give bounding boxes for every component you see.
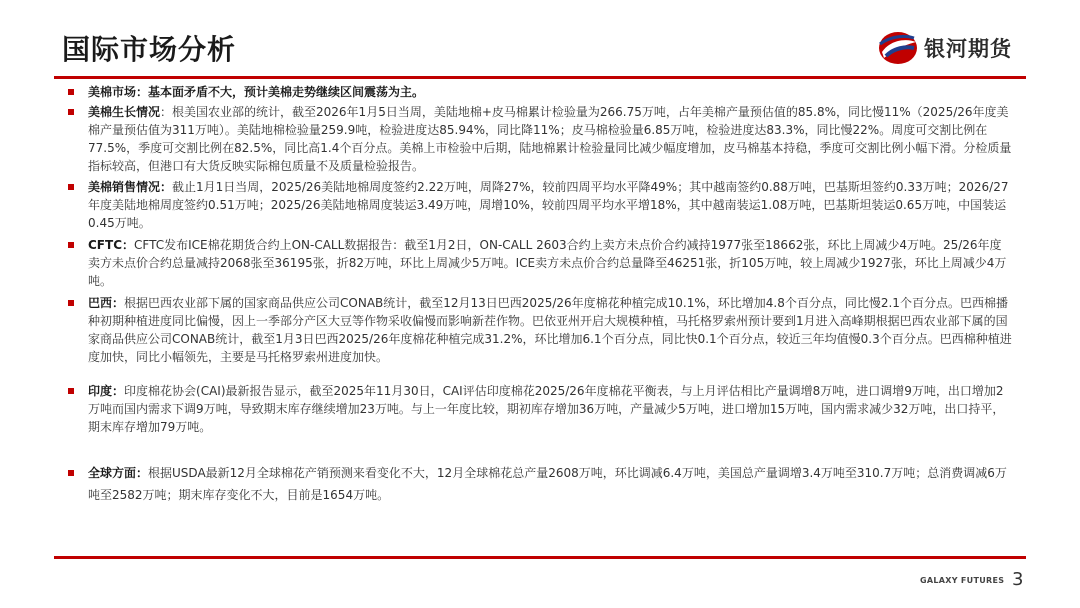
paragraph-us-cotton-sales [62, 178, 1012, 232]
page-title: 国际市场分析 [62, 33, 237, 66]
galaxy-futures-logo-icon [876, 30, 920, 66]
paragraph-india [62, 382, 1012, 436]
bullet-icon [68, 242, 74, 248]
paragraph-lead: 美棉市场： [88, 85, 149, 99]
paragraph-lead: CFTC： [88, 238, 134, 252]
paragraph-lead: 巴西： [88, 296, 125, 310]
bullet-icon [68, 109, 74, 115]
bullet-icon [68, 388, 74, 394]
paragraph-text: ：根美国农业部的统计，截至2026年1月5日当周，美陆地棉+皮马棉累计检验量为266.75万吨，占年美棉产量预估值的85.8%，同比慢11%（2025/26年度美棉产量预估值为311万吨）。美陆地棉检验量259.9吨，检验进度达85.94%，同比降11%；皮马棉检验量6.85万吨，检验进度达83.3%，同比慢22%。周度可交割比例在77.5%，季度可交割比例在82.5%，同比高1.4个百分点。美棉上市检验中后期，陆地棉累计检验量同比减少幅度增加，皮马棉基本持稳，季度可交割比例小幅下滑。分检质量指标较高，但港口有大货反映实际棉包质量不及质量检验报告。 [88, 105, 1012, 173]
footer-divider [54, 556, 1026, 559]
company-logo [876, 28, 1012, 68]
bullet-icon [68, 300, 74, 306]
paragraph-lead: 印度： [88, 384, 125, 398]
paragraph-lead: 美棉销售情况： [88, 180, 173, 194]
content-area [62, 82, 1012, 506]
paragraph-text: 根据巴西农业部下属的国家商品供应公司CONAB统计，截至12月13日巴西2025/26年度棉花种植完成10.1%，环比增加4.8个百分点，同比慢2.1个百分点。巴西棉播种初期种植进度同比偏慢，因上一季部分产区大豆等作物采收偏慢而影响新茬作物。巴依亚州开启大规模种植，马托格罗索州预计要到1月进入高峰期根据巴西农业部下属的国家商品供应公司CONAB统计，截至1月3日巴西2025/26年度棉花种植完成31.2%，环比增加6.1个百分点，同比快0.1个百分点，较近三年均值慢0.3个百分点。巴西棉种植进度加快，同比小幅领先，主要是马托格罗索州进度加快。 [88, 296, 1012, 364]
paragraph-text: 根据USDA最新12月全球棉花产销预测来看变化不大，12月全球棉花总产量2608万吨，环比调减6.4万吨，美国总产量调增3.4万吨至310.7万吨；总消费调减6万吨至2582万吨；期末库存变化不大，目前是1654万吨。 [88, 466, 1007, 502]
paragraph-brazil [62, 294, 1012, 366]
footer-brand: GALAXY FUTURES [920, 576, 1005, 585]
paragraph-us-cotton-market [62, 83, 1012, 101]
bullet-icon [68, 89, 74, 95]
paragraph-text: 基本面矛盾不大，预计美棉走势继续区间震荡为主。 [148, 85, 425, 99]
logo-text: 银河期货 [924, 37, 1012, 61]
paragraph-lead: 全球方面： [88, 466, 149, 480]
paragraph-cftc [62, 236, 1012, 290]
paragraph-text: 印度棉花协会(CAI)最新报告显示，截至2025年11月30日，CAI评估印度棉花2025/26年度棉花平衡表，与上月评估相比产量调增8万吨，进口调增9万吨，出口增加2万吨而国内需求下调9万吨，导致期末库存继续增加23万吨。与上一年度比较，期初库存增加36万吨，产量减少5万吨，进口增加15万吨，国内需求减少32万吨，出口持平，期末库存增加79万吨。 [88, 384, 1005, 434]
paragraph-text: CFTC发布ICE棉花期货合约上ON-CALL数据报告：截至1月2日，ON-CALL 2603合约上卖方未点价合约减持1977张至18662张，环比上周减少4万吨。25/26年度卖方未点价合约总量减持2068张至36195张，折82万吨，环比上周减少5万吨。ICE卖方未点价合约总量降至46251张，折105万吨，较上周减少1927张，环比上周减少4万吨。 [88, 238, 1007, 288]
paragraph-text: 截止1月1日当周，2025/26美陆地棉周度签约2.22万吨，周降27%，较前四周平均水平降49%；其中越南签约0.88万吨，巴基斯坦签约0.33万吨；2026/27年度美陆地棉周度签约0.51万吨；2025/26美陆地棉周度装运3.49万吨，周增10%，较前四周平均水平增18%，其中越南装运1.08万吨，巴基斯坦装运0.65万吨，中国装运0.45万吨。 [88, 180, 1009, 230]
paragraph-global [62, 462, 1012, 506]
header-divider [54, 76, 1026, 79]
page-number: 3 [1012, 569, 1024, 590]
paragraph-us-cotton-growth [62, 103, 1012, 175]
paragraph-lead: 美棉生长情况 [88, 105, 161, 119]
bullet-icon [68, 470, 74, 476]
bullet-icon [68, 184, 74, 190]
